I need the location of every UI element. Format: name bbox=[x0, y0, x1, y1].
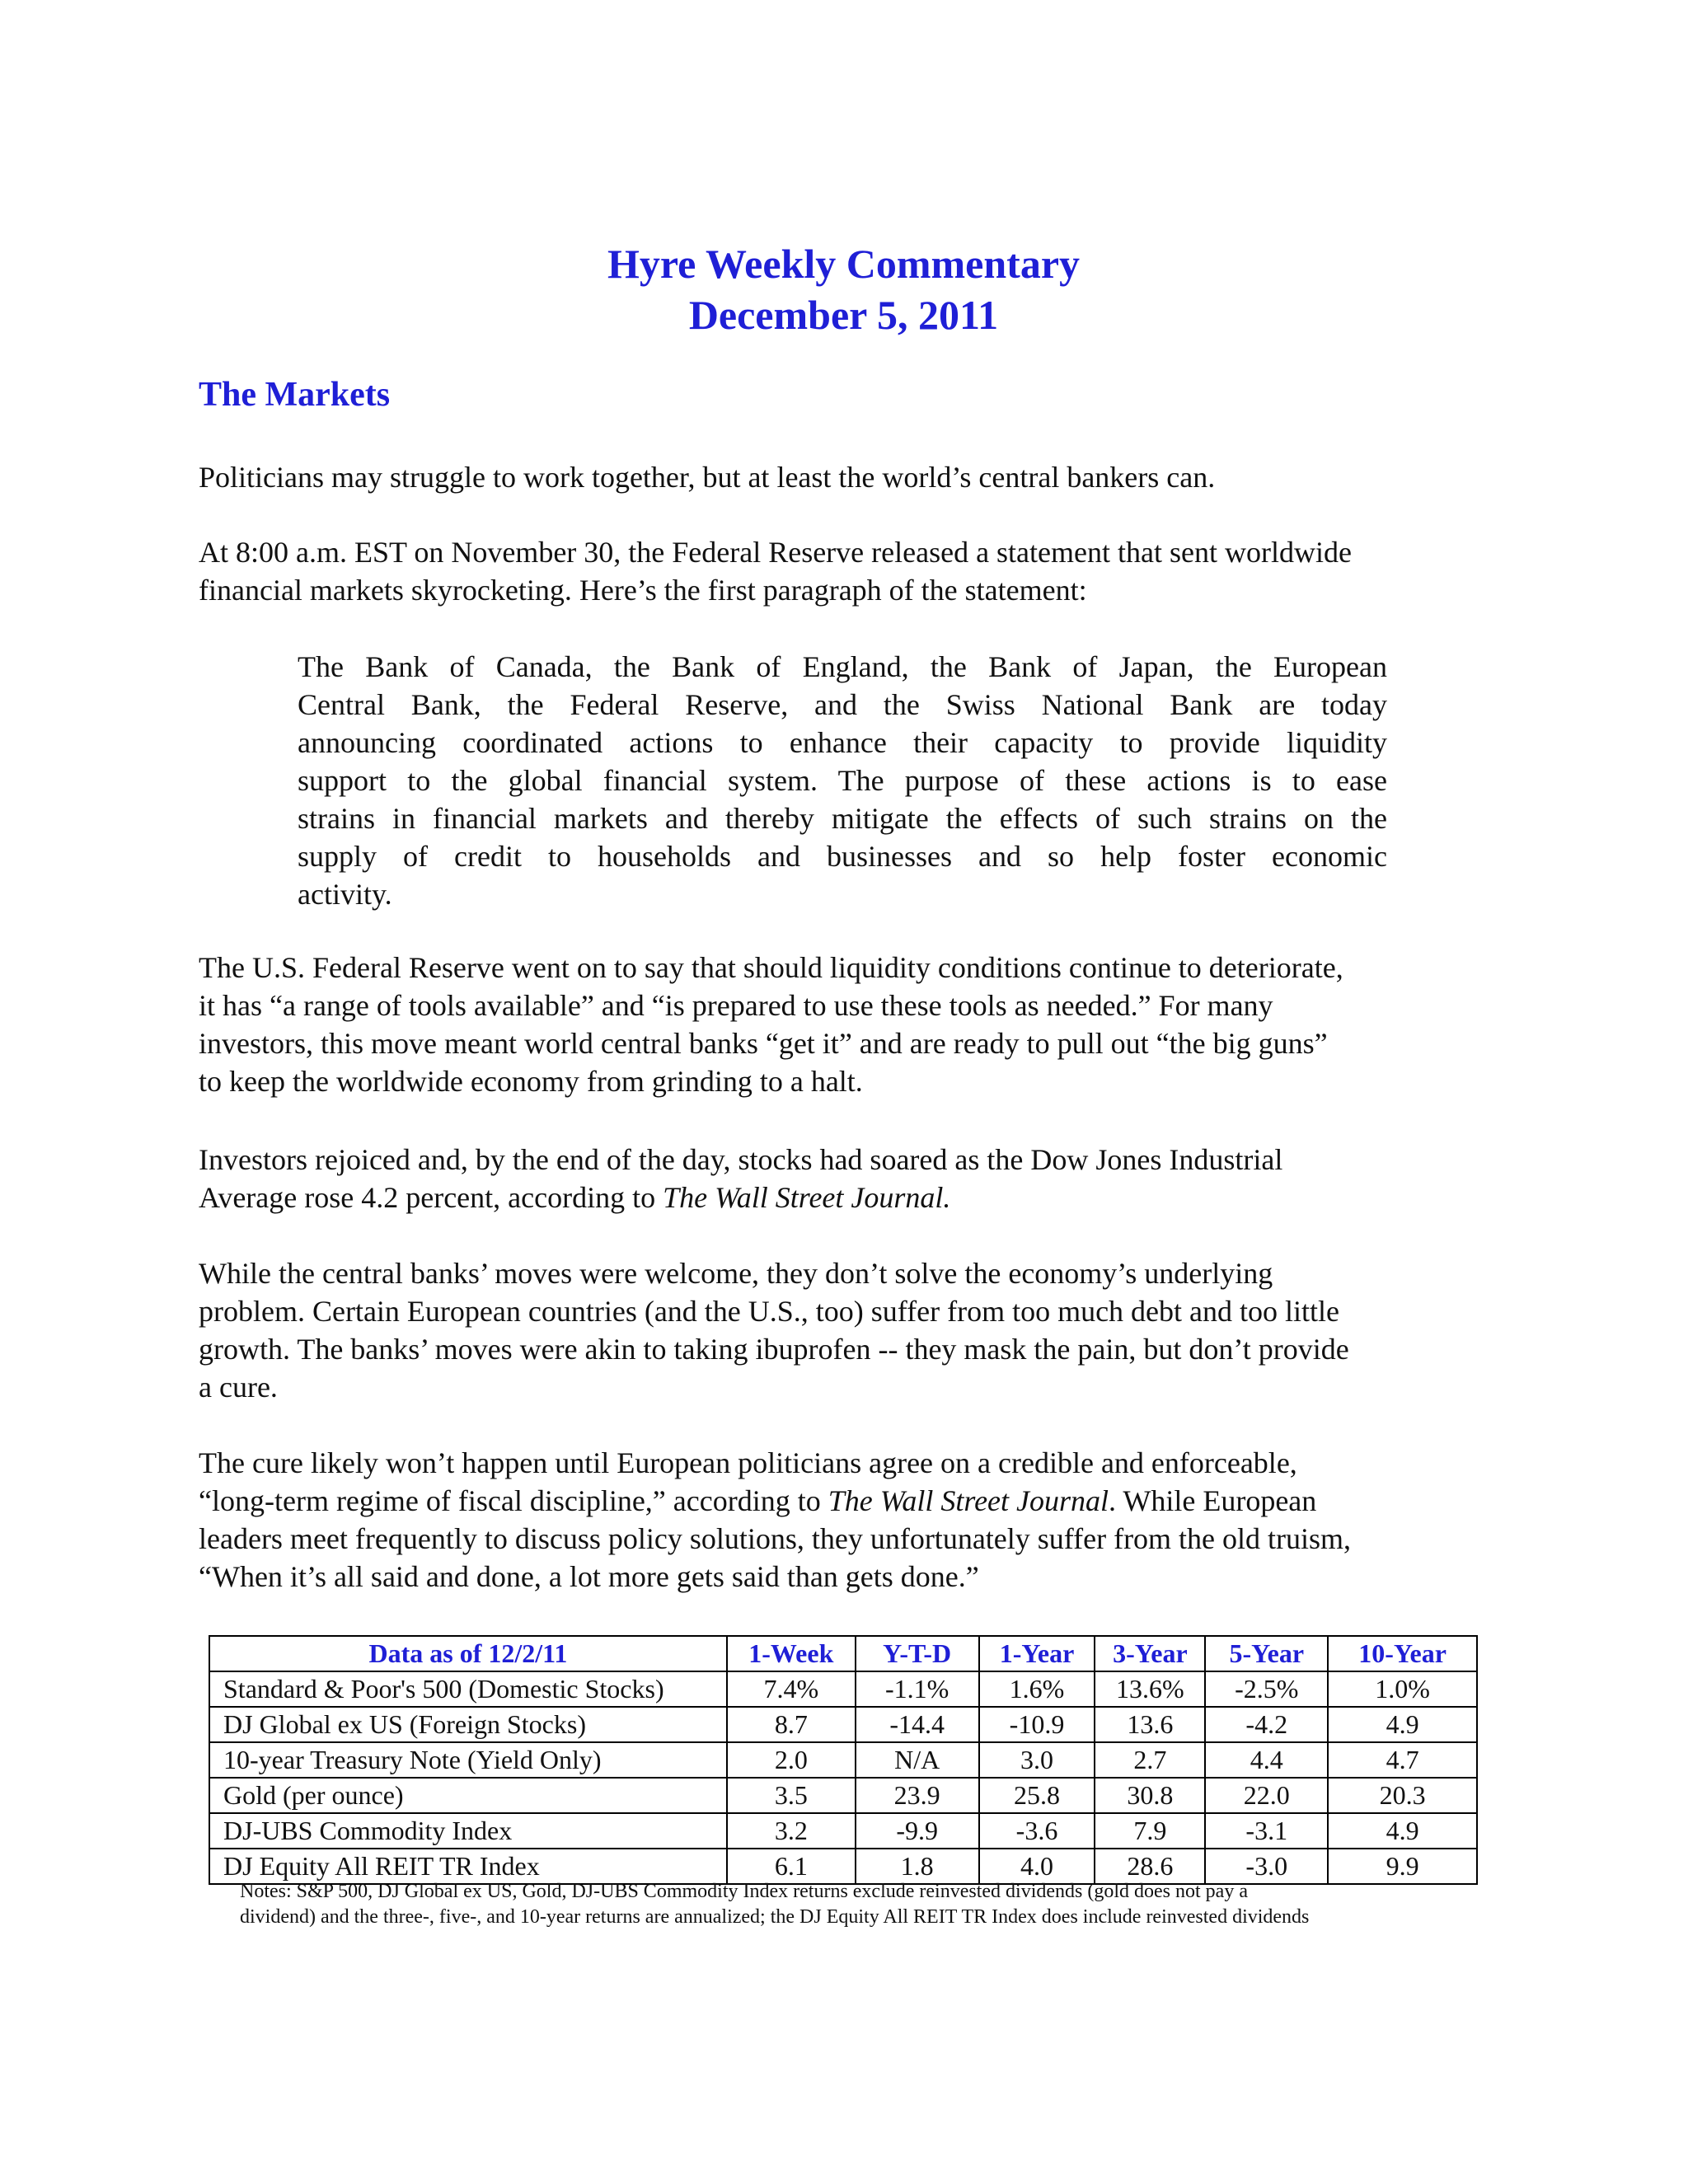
table-cell: 4.9 bbox=[1328, 1813, 1477, 1849]
table-cell: 1.0% bbox=[1328, 1671, 1477, 1707]
paragraph-6-line-3: leaders meet frequently to discuss policy solutions, they unfortunately suffer from the old truism, bbox=[199, 1522, 1352, 1555]
paragraph-2-line-1: At 8:00 a.m. EST on November 30, the Federal Reserve released a statement that sent worldwide bbox=[199, 536, 1352, 569]
table-cell: 4.7 bbox=[1328, 1742, 1477, 1778]
table-cell: 4.0 bbox=[979, 1849, 1095, 1884]
table-cell: 2.0 bbox=[727, 1742, 856, 1778]
table-cell-name: 10-year Treasury Note (Yield Only) bbox=[209, 1742, 727, 1778]
table-cell-name: DJ Global ex US (Foreign Stocks) bbox=[209, 1707, 727, 1742]
table-cell: 28.6 bbox=[1095, 1849, 1205, 1884]
table-cell: 25.8 bbox=[979, 1778, 1095, 1813]
table-header-cell: 3-Year bbox=[1095, 1636, 1205, 1671]
table-header-cell: 1-Year bbox=[979, 1636, 1095, 1671]
paragraph-3-line: The U.S. Federal Reserve went on to say that should liquidity conditions continue to deteriorate, bbox=[199, 951, 1343, 984]
table-cell: 7.9 bbox=[1095, 1813, 1205, 1849]
table-cell: 3.2 bbox=[727, 1813, 856, 1849]
table-cell: 30.8 bbox=[1095, 1778, 1205, 1813]
paragraph-6-text: “long-term regime of fiscal discipline,” according to bbox=[199, 1484, 828, 1517]
paragraph-5-line: problem. Certain European countries (and the U.S., too) suffer from too much debt and too little bbox=[199, 1295, 1339, 1328]
table-notes-line-2: dividend) and the three-, five-, and 10-year returns are annualized; the DJ Equity All REIT TR Index does include reinvested dividends bbox=[240, 1906, 1310, 1928]
table-cell: -9.9 bbox=[856, 1813, 979, 1849]
paragraph-6-line-1: The cure likely won’t happen until European politicians agree on a credible and enforceable, bbox=[199, 1446, 1297, 1479]
table-row bbox=[209, 1671, 1477, 1707]
quote-line: The Bank of Canada, the Bank of England, the Bank of Japan, the European bbox=[298, 650, 1387, 683]
paragraph-5-line: a cure. bbox=[199, 1371, 278, 1404]
table-cell: 22.0 bbox=[1205, 1778, 1328, 1813]
fed-statement-quote bbox=[298, 648, 1387, 913]
table-cell-name: Gold (per ounce) bbox=[209, 1778, 727, 1813]
quote-line: supply of credit to households and businesses and so help foster economic bbox=[298, 840, 1387, 873]
table-cell: 6.1 bbox=[727, 1849, 856, 1884]
table-notes-line-1: Notes: S&P 500, DJ Global ex US, Gold, DJ-UBS Commodity Index returns exclude reinvested dividends (gold does not pay a bbox=[240, 1881, 1248, 1902]
table-cell: 13.6% bbox=[1095, 1671, 1205, 1707]
paragraph-3-line: it has “a range of tools available” and “is prepared to use these tools as needed.” For many bbox=[199, 989, 1273, 1022]
source-citation: The Wall Street Journal bbox=[828, 1484, 1109, 1517]
table-cell: 1.6% bbox=[979, 1671, 1095, 1707]
table-cell: -3.1 bbox=[1205, 1813, 1328, 1849]
quote-line: strains in financial markets and thereby mitigate the effects of such strains on the bbox=[298, 802, 1387, 835]
table-cell: 4.4 bbox=[1205, 1742, 1328, 1778]
table-cell: 3.0 bbox=[979, 1742, 1095, 1778]
quote-line: announcing coordinated actions to enhance their capacity to provide liquidity bbox=[298, 726, 1387, 759]
paragraph-6-text: . While European bbox=[1109, 1484, 1317, 1517]
paragraph-4-line-1: Investors rejoiced and, by the end of the day, stocks had soared as the Dow Jones Industrial bbox=[199, 1143, 1283, 1176]
table-cell: 1.8 bbox=[856, 1849, 979, 1884]
table-cell: -4.2 bbox=[1205, 1707, 1328, 1742]
table-cell: 23.9 bbox=[856, 1778, 979, 1813]
paragraph-5 bbox=[199, 1254, 1489, 1406]
paragraph-2 bbox=[199, 533, 1489, 609]
paragraph-2-line-2: financial markets skyrocketing. Here’s the first paragraph of the statement: bbox=[199, 574, 1087, 607]
table-cell: -10.9 bbox=[979, 1707, 1095, 1742]
doc-date: December 5, 2011 bbox=[688, 292, 999, 338]
doc-title: Hyre Weekly Commentary bbox=[607, 241, 1081, 287]
market-returns-table bbox=[209, 1635, 1478, 1885]
table-row bbox=[209, 1813, 1477, 1849]
table-cell: -3.0 bbox=[1205, 1849, 1328, 1884]
paragraph-4-line-2 bbox=[199, 1179, 1489, 1216]
table-cell: 9.9 bbox=[1328, 1849, 1477, 1884]
paragraph-4-text: Average rose 4.2 percent, according to bbox=[199, 1181, 663, 1214]
paragraph-1: Politicians may struggle to work together, but at least the world’s central bankers can. bbox=[199, 461, 1216, 494]
table-header-cell: 10-Year bbox=[1328, 1636, 1477, 1671]
table-cell: 4.9 bbox=[1328, 1707, 1477, 1742]
table-header-cell: 1-Week bbox=[727, 1636, 856, 1671]
section-heading-markets: The Markets bbox=[199, 376, 391, 414]
table-header-cell: 5-Year bbox=[1205, 1636, 1328, 1671]
table-header-cell: Y-T-D bbox=[856, 1636, 979, 1671]
table-row bbox=[209, 1742, 1477, 1778]
table-cell: 3.5 bbox=[727, 1778, 856, 1813]
table-header-row bbox=[209, 1636, 1477, 1671]
paragraph-5-line: While the central banks’ moves were welcome, they don’t solve the economy’s underlying bbox=[199, 1257, 1273, 1290]
table-row bbox=[209, 1707, 1477, 1742]
paragraph-5-line: growth. The banks’ moves were akin to taking ibuprofen -- they mask the pain, but don’t provide bbox=[199, 1333, 1349, 1366]
paragraph-6-line-4: “When it’s all said and done, a lot more gets said than gets done.” bbox=[199, 1560, 979, 1593]
table-cell: -1.1% bbox=[856, 1671, 979, 1707]
quote-line: activity. bbox=[298, 878, 392, 911]
paragraph-6 bbox=[199, 1444, 1489, 1596]
paragraph-4 bbox=[199, 1141, 1489, 1216]
table-row bbox=[209, 1778, 1477, 1813]
table-cell: -2.5% bbox=[1205, 1671, 1328, 1707]
table-cell: -14.4 bbox=[856, 1707, 979, 1742]
table-cell: 8.7 bbox=[727, 1707, 856, 1742]
quote-line: support to the global financial system. The purpose of these actions is to ease bbox=[298, 764, 1387, 797]
table-notes bbox=[240, 1879, 1476, 1930]
paragraph-3-line: investors, this move meant world central banks “get it” and are ready to pull out “the big guns” bbox=[199, 1027, 1328, 1060]
table-cell-name: Standard & Poor's 500 (Domestic Stocks) bbox=[209, 1671, 727, 1707]
table-cell-name: DJ-UBS Commodity Index bbox=[209, 1813, 727, 1849]
source-citation: The Wall Street Journal. bbox=[663, 1181, 951, 1214]
quote-line: Central Bank, the Federal Reserve, and the Swiss National Bank are today bbox=[298, 688, 1387, 721]
table-cell-name: DJ Equity All REIT TR Index bbox=[209, 1849, 727, 1884]
paragraph-3 bbox=[199, 949, 1489, 1100]
table-cell: 7.4% bbox=[727, 1671, 856, 1707]
table-header-cell: Data as of 12/2/11 bbox=[209, 1636, 727, 1671]
table-cell: -3.6 bbox=[979, 1813, 1095, 1849]
table-cell: N/A bbox=[856, 1742, 979, 1778]
paragraph-6-line-2 bbox=[199, 1482, 1489, 1520]
table-cell: 13.6 bbox=[1095, 1707, 1205, 1742]
table-cell: 2.7 bbox=[1095, 1742, 1205, 1778]
table-cell: 20.3 bbox=[1328, 1778, 1477, 1813]
paragraph-3-line: to keep the worldwide economy from grinding to a halt. bbox=[199, 1065, 863, 1098]
